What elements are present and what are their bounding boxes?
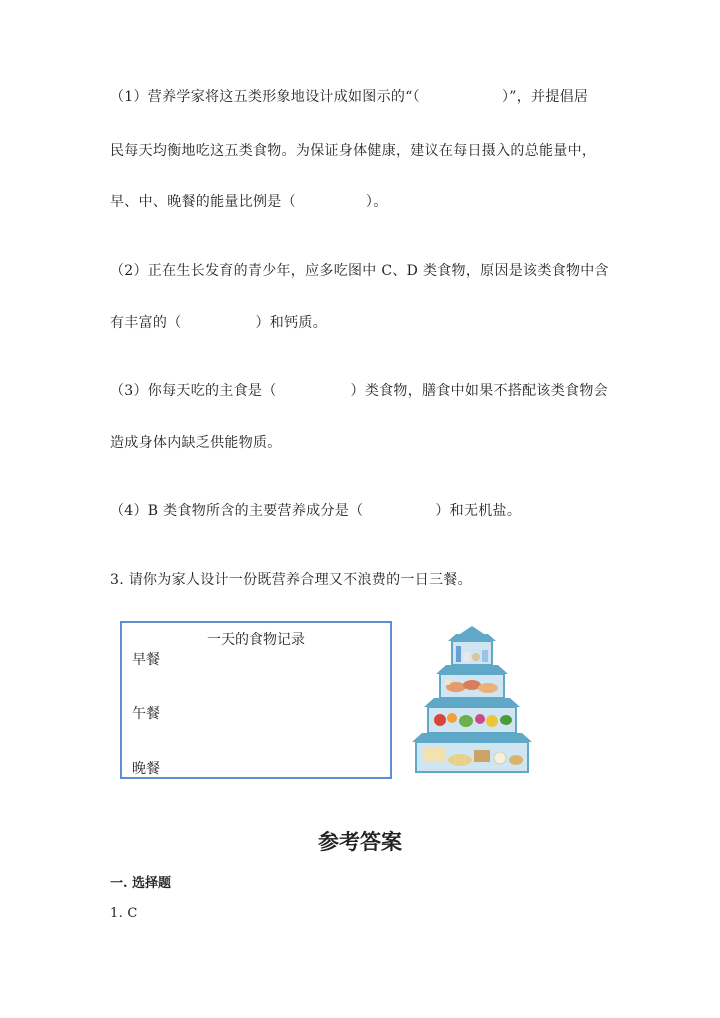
q3-text-a: （3）你每天吃的主食是（	[110, 383, 277, 399]
q1-text-a: （1）营养学家将这五类形象地设计成如图示的“（	[110, 89, 420, 105]
q1-text-d: ）。	[365, 194, 388, 210]
q1-text-c: 早、中、晚餐的能量比例是（	[110, 194, 296, 210]
answer-1: 1. C	[110, 906, 138, 921]
food-pyramid-illustration	[410, 624, 534, 776]
q2-text-b: ）和钙质。	[255, 315, 327, 331]
q1-line-1	[110, 86, 588, 106]
lunch-label: 午餐	[132, 706, 160, 722]
q1-text-b: ）”，并提倡居	[501, 89, 589, 105]
q4-text-a: （4）B 类食物所含的主要营养成分是（	[110, 503, 364, 519]
q1-line-2: 民每天均衡地吃这五类食物。为保证身体健康，建议在每日摄入的总能量中，	[110, 143, 597, 159]
breakfast-label: 早餐	[132, 652, 160, 668]
pyramid-roof	[460, 626, 484, 634]
section-heading: 一. 选择题	[110, 876, 172, 891]
q3-line-2: 造成身体内缺乏供能物质。	[110, 435, 282, 451]
q3-line-1	[110, 380, 608, 400]
food-record-box	[120, 621, 392, 779]
item-3: 3. 请你为家人设计一份既营养合理又不浪费的一日三餐。	[110, 572, 472, 588]
q4-line-1	[110, 500, 521, 520]
q2-text-a: 有丰富的（	[110, 315, 182, 331]
food-record-title: 一天的食物记录	[207, 632, 305, 648]
q1-line-3	[110, 191, 388, 211]
answers-title: 参考答案	[318, 829, 402, 854]
q4-text-b: ）和无机盐。	[435, 503, 522, 519]
q3-text-b: ）类食物，膳食中如果不搭配该类食物会	[350, 383, 608, 399]
q2-line-2	[110, 312, 327, 332]
dinner-label: 晚餐	[132, 761, 160, 777]
q2-line-1: （2）正在生长发育的青少年，应多吃图中 C、D 类食物，原因是该类食物中含	[110, 263, 609, 279]
